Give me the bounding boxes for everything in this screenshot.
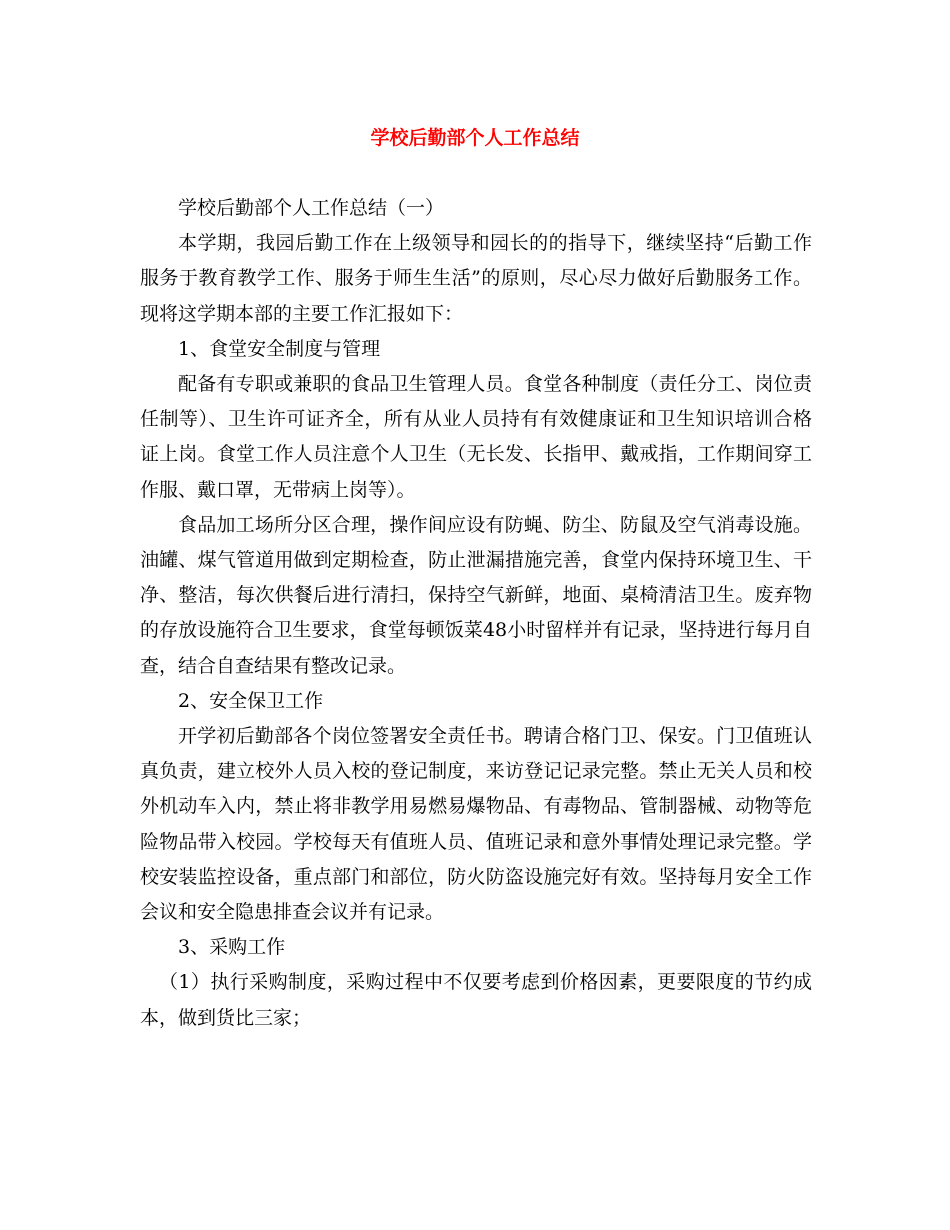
- document-title: 学校后勤部个人工作总结: [370, 127, 580, 149]
- section-heading: 2、安全保卫工作: [178, 689, 324, 712]
- document-body: [140, 191, 812, 1036]
- section-heading: 1、食堂安全制度与管理: [178, 337, 381, 360]
- section-heading: 学校后勤部个人工作总结（一）: [178, 197, 445, 219]
- section-heading: 3、采购工作: [178, 936, 286, 959]
- paragraph: 开学初后勤部各个岗位签署安全责任书。聘请合格门卫、保安。门卫值班认真负责，建立校外人员入校的登记制度，来访登记记录完整。禁止无关人员和校外机动车入内，禁止将非教学用易燃易爆物品、有毒物品、管制器械、动物等危险物品带入校园。学校每天有值班人员、值班记录和意外事情处理记录完整。学校安装监控设备，重点部门和部位，防火防盗设施完好有效。坚持每月安全工作会议和安全隐患排查会议并有记录。: [140, 725, 812, 924]
- paragraph: 本学期，我园后勤工作在上级领导和园长的的指导下，继续坚持“后勤工作服务于教育教学工作、服务于师生生活”的原则，尽心尽力做好后勤服务工作。现将这学期本部的主要工作汇报如下：: [140, 232, 812, 325]
- paragraph: 食品加工场所分区合理，操作间应设有防蝇、防尘、防鼠及空气消毒设施。油罐、煤气管道用做到定期检查，防止泄漏措施完善，食堂内保持环境卫生、干净、整洁，每次供餐后进行清扫，保持空气新鲜，地面、桌椅清洁卫生。废弃物的存放设施符合卫生要求，食堂每顿饭菜48小时留样并有记录，坚持进行每月自查，结合自查结果有整改记录。: [140, 513, 812, 677]
- paragraph: （1）执行采购制度，采购过程中不仅要考虑到价格因素，更要限度的节约成本，做到货比三家；: [140, 971, 812, 1029]
- paragraph: 配备有专职或兼职的食品卫生管理人员。食堂各种制度（责任分工、岗位责任制等）、卫生许可证齐全，所有从业人员持有有效健康证和卫生知识培训合格证上岗。食堂工作人员注意个人卫生（无长发、长指甲、戴戒指，工作期间穿工作服、戴口罩，无带病上岗等）。: [140, 373, 812, 501]
